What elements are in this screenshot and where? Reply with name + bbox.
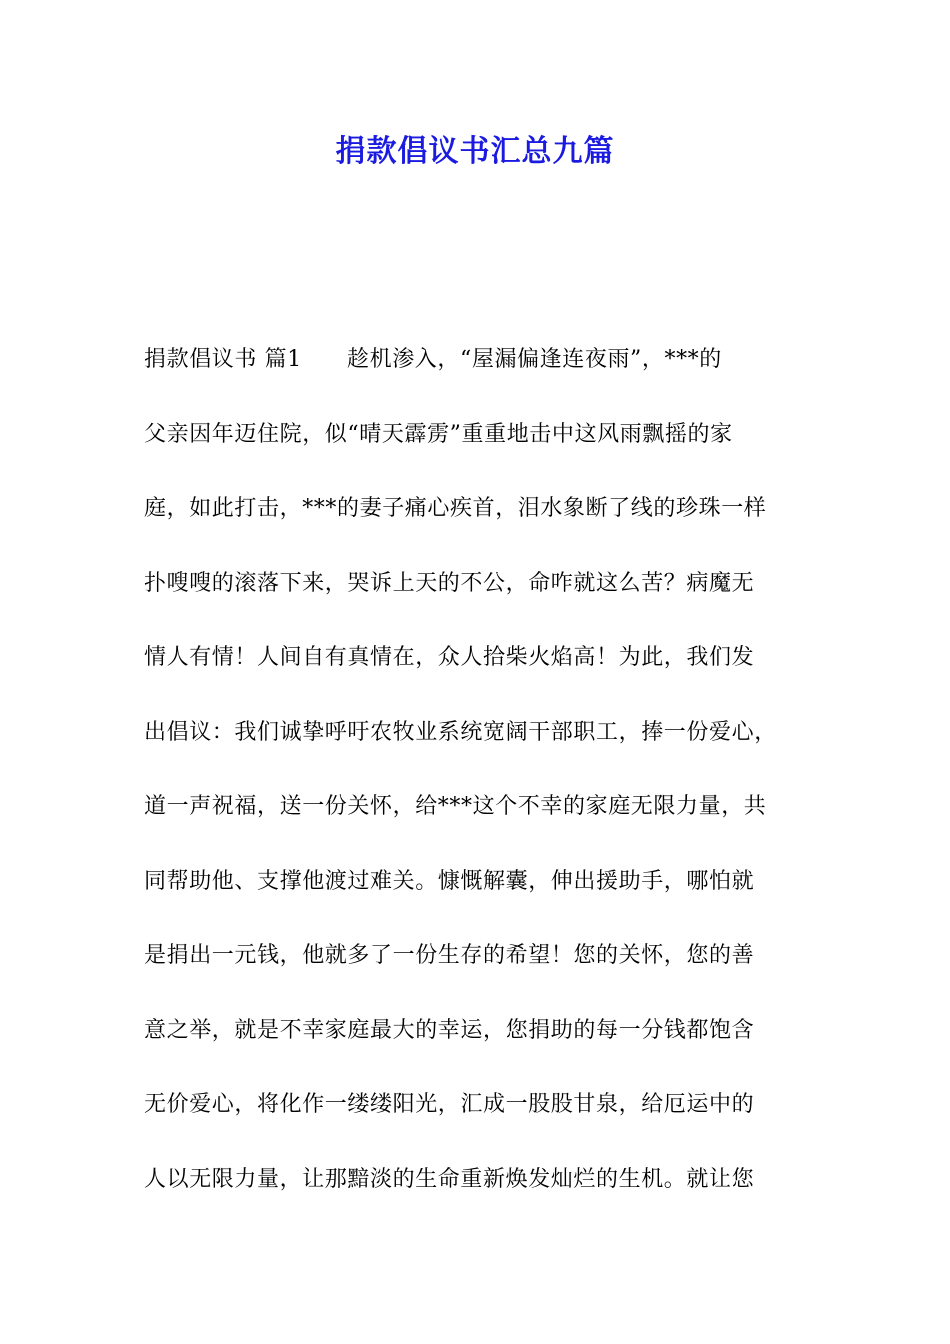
body-line: 捐款倡议书 篇1 趁机渗入，“屋漏偏逢连夜雨”，***的 xyxy=(144,347,722,372)
body-line: 庭，如此打击，***的妻子痛心疾首，泪水象断了线的珍珠一样 xyxy=(144,496,767,521)
body-line: 情人有情！人间自有真情在，众人拾柴火焰高！为此，我们发 xyxy=(144,645,755,670)
body-line: 父亲因年迈住院，似“晴天霹雳”重重地击中这风雨飘摇的家 xyxy=(144,421,733,447)
body-line: 出倡议：我们诚挚呼吁农牧业系统宽阔干部职工，捧一份爱心， xyxy=(144,719,777,745)
document-body xyxy=(144,338,824,1232)
body-line: 人以无限力量，让那黯淡的生命重新焕发灿烂的生机。就让您 xyxy=(144,1166,755,1192)
body-line: 道一声祝福，送一份关怀，给***这个不幸的家庭无限力量，共 xyxy=(144,794,767,819)
body-line: 同帮助他、支撑他渡过难关。慷慨解囊，伸出援助手，哪怕就 xyxy=(144,868,755,894)
document-title: 捐款倡议书汇总九篇 xyxy=(335,134,615,169)
body-line: 扑嗖嗖的滚落下来，哭诉上天的不公，命咋就这么苦？病魔无 xyxy=(144,570,755,596)
body-line: 无价爱心，将化作一缕缕阳光，汇成一股股甘泉，给厄运中的 xyxy=(144,1092,755,1117)
body-line: 是捐出一元钱，他就多了一份生存的希望！您的关怀，您的善 xyxy=(144,943,755,968)
body-line: 意之举，就是不幸家庭最大的幸运，您捐助的每一分钱都饱含 xyxy=(144,1017,755,1043)
